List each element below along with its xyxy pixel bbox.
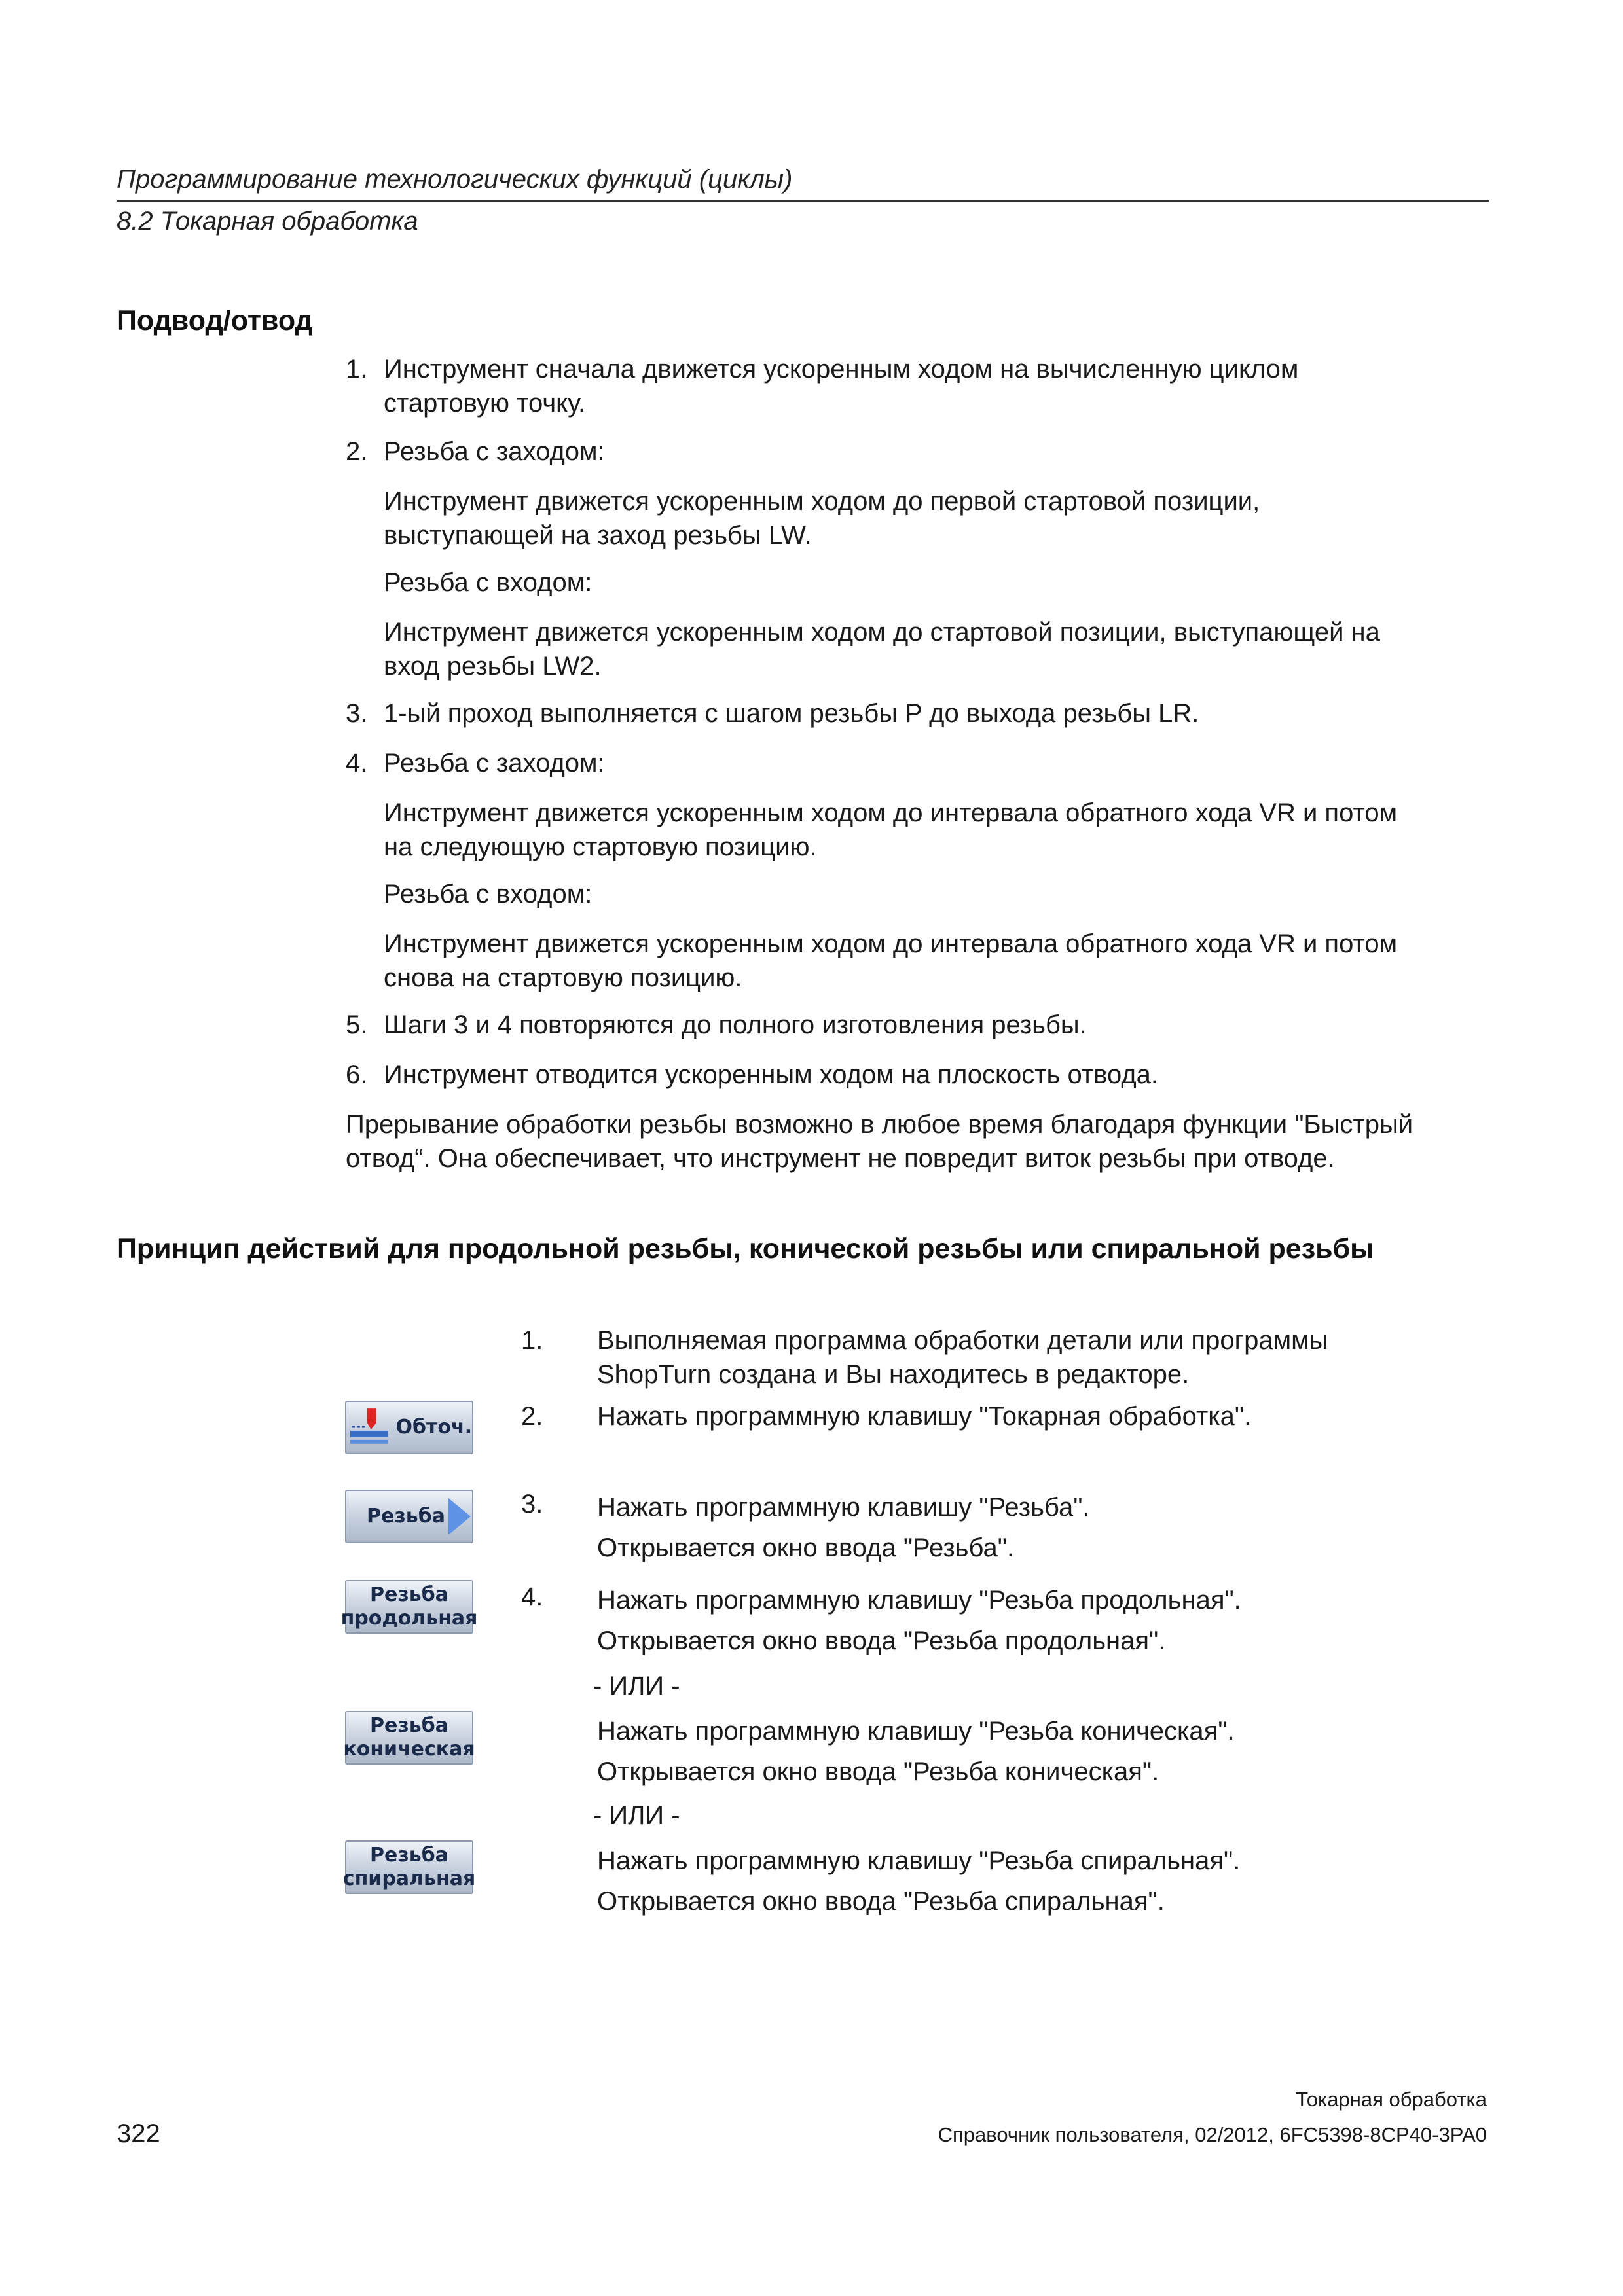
list-item: Резьба с заходом:	[384, 437, 605, 466]
list-subitem: Инструмент движется ускоренным ходом до интервала обратного хода VR и потом снова на стартовую позицию.	[384, 929, 1398, 992]
or-separator: - ИЛИ -	[593, 1672, 680, 1700]
softkey-label-line2: коническая	[343, 1738, 475, 1761]
step-number: 3.	[521, 1490, 543, 1518]
principle-heading: Принцип действий для продольной резьбы, конической резьбы или спиральной резьбы	[117, 1233, 1374, 1265]
header-rule	[117, 200, 1489, 202]
footer-manual: Справочник пользователя, 02/2012, 6FC5398-8CP40-3PA0	[938, 2123, 1487, 2146]
list-subitem: Инструмент движется ускоренным ходом до интервала обратного хода VR и потом на следующую стартовую позицию.	[384, 798, 1398, 861]
thread-spiral-softkey[interactable]	[342, 1840, 476, 1894]
thread-longitudinal-softkey[interactable]	[340, 1580, 478, 1634]
or-separator: - ИЛИ -	[593, 1801, 680, 1830]
list-number: 2.	[346, 437, 368, 466]
softkey-label-line1: Резьба	[370, 1583, 448, 1606]
list-item: Инструмент сначала движется ускоренным ходом на вычисленную циклом стартовую точку.	[384, 355, 1299, 418]
list-item: Резьба с заходом:	[384, 749, 605, 778]
list-number: 1.	[346, 355, 368, 384]
list-number: 6.	[346, 1060, 368, 1089]
step-number: 2.	[521, 1402, 543, 1431]
softkey-label: Обточ.	[395, 1416, 472, 1439]
step-text: Нажать программную клавишу "Резьба продольная". Открывается окно ввода "Резьба продольная".	[597, 1586, 1241, 1655]
softkey-label-line2: продольная	[340, 1607, 478, 1630]
softkey-label: Резьба	[367, 1505, 445, 1528]
list-number: 5.	[346, 1011, 368, 1039]
approach-heading: Подвод/отвод	[117, 305, 313, 336]
list-subitem: Инструмент движется ускоренным ходом до первой стартовой позиции, выступающей на заход резьбы LW.	[384, 487, 1260, 550]
page-number: 322	[117, 2119, 160, 2148]
softkey-label-line1: Резьба	[370, 1844, 448, 1867]
thread-conical-softkey[interactable]	[345, 1711, 473, 1765]
step-number: 4.	[521, 1583, 543, 1611]
list-item: 1-ый проход выполняется с шагом резьбы P до выхода резьбы LR.	[384, 699, 1199, 728]
interrupt-note: Прерывание обработки резьбы возможно в любое время благодаря функции "Быстрый отвод“. Она обеспечивает, что инструмент не повредит виток резьбы при отводе.	[346, 1110, 1413, 1173]
list-item: Инструмент отводится ускоренным ходом на плоскость отвода.	[384, 1060, 1159, 1089]
thread-softkey[interactable]	[345, 1490, 473, 1543]
chapter-title: Программирование технологических функций (циклы)	[117, 165, 793, 194]
step-number: 1.	[521, 1326, 543, 1355]
list-item: Шаги 3 и 4 повторяются до полного изготовления резьбы.	[384, 1011, 1087, 1039]
softkey-label-line1: Резьба	[370, 1714, 448, 1737]
list-subitem: Резьба с входом:	[384, 880, 593, 908]
step-text: Нажать программную клавишу "Резьба коническая". Открывается окно ввода "Резьба коническая".	[597, 1717, 1235, 1786]
section-title: 8.2 Токарная обработка	[117, 207, 418, 236]
list-subitem: Инструмент движется ускоренным ходом до стартовой позиции, выступающей на вход резьбы LW2.	[384, 618, 1380, 681]
arrow-right-icon	[448, 1497, 471, 1536]
list-subitem: Резьба с входом:	[384, 568, 593, 597]
softkey-label-line2: спиральная	[342, 1867, 476, 1890]
step-text: Нажать программную клавишу "Резьба спиральная". Открывается окно ввода "Резьба спиральная".	[597, 1846, 1241, 1916]
list-number: 4.	[346, 749, 368, 778]
turning-softkey[interactable]	[345, 1401, 473, 1454]
list-number: 3.	[346, 699, 368, 728]
footer-title: Токарная обработка	[1296, 2088, 1487, 2111]
turning-tool-icon	[348, 1405, 393, 1450]
step-text: Выполняемая программа обработки детали или программы ShopTurn создана и Вы находитесь в редакторе.	[597, 1326, 1328, 1389]
step-text: Нажать программную клавишу "Токарная обработка".	[597, 1402, 1252, 1431]
step-text: Нажать программную клавишу "Резьба". Открывается окно ввода "Резьба".	[597, 1493, 1090, 1562]
